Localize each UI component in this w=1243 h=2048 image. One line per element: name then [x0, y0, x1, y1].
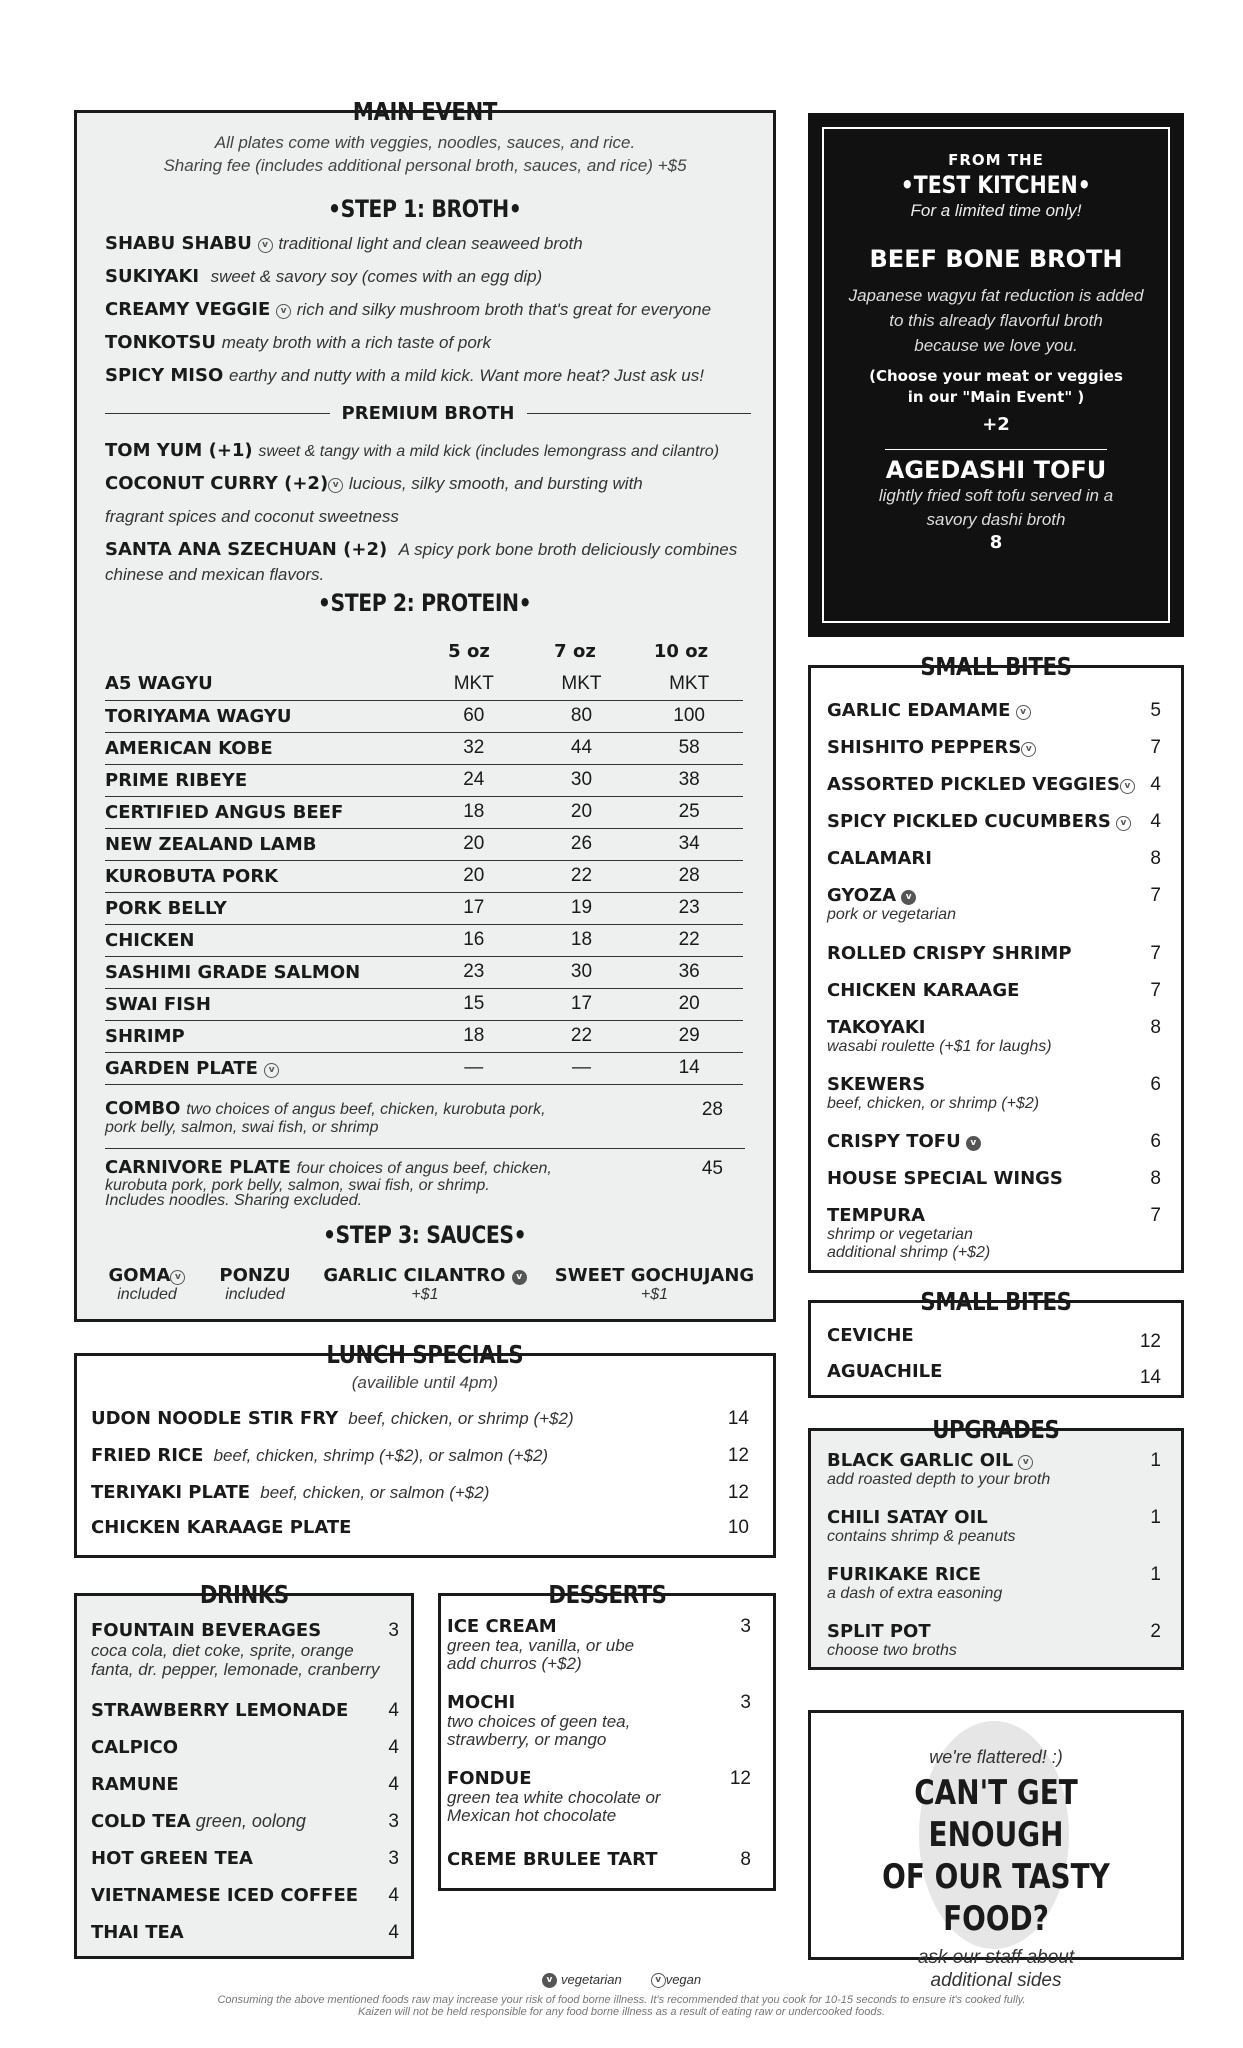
step1-heading: •STEP 1: BROTH•: [328, 195, 522, 223]
lunch-specials-section: LUNCH SPECIALS (availible until 4pm) UDON NOODLE STIR FRY beef, chicken, or shrimp (+$2) 14 FRIED RICE beef, chicken, shrimp (+$2), or salmon (+$2) 12 TERIYAKI PLATE beef, chicken, or salmon (+$2) 12 CHICKEN KARAAGE PLATE 10: [74, 1353, 776, 1558]
vegetarian-icon: v: [901, 890, 916, 905]
dietary-legend: [0, 1972, 1243, 1988]
main-event-section: [74, 96, 776, 1322]
promo-line5: additional sides: [930, 1970, 1062, 1991]
vegan-icon: v: [258, 238, 273, 253]
broth-desc: traditional light and clean seaweed broth: [278, 234, 583, 253]
broth-name: SUKIYAKI: [105, 266, 200, 287]
promo-headline: OF OUR TASTY FOOD?: [882, 1857, 1110, 1939]
disclaimer-line: Kaizen will not be held responsible for any food borne illness as a result of eating raw or undercooked foods.: [357, 2006, 886, 2018]
broth-desc: rich and silky mushroom broth that's great for everyone: [296, 300, 712, 319]
broth-name: SHABU SHABU: [105, 233, 252, 254]
vegan-icon: v: [328, 478, 343, 493]
size-7oz: 7 oz: [554, 641, 596, 662]
small-bites-section: SMALL BITES GARLIC EDAMAME v 5 SHISHITO PEPPERS v 7 ASSORTED PICKLED VEGGIES v 4 SPICY PICKLED CUCUMBERS v 4 CALAMARI 8 GYOZA v pork or vegetarian 7 ROLLED CRISPY SHRIMP 7 CHICKEN KARAAGE 7 TAKOYAKI wasabi roulette (+$1 for laughs) 8 SKEWERS beef, chicken, or shrimp (+$2) 6 CRISPY TOFU v 6 HOUSE SPECIAL WINGS 8 TEMPURA shrimp or vegetarian additional shrimp (+$2) 7: [808, 665, 1184, 1273]
premium-broth-name: COCONUT CURRY (+2): [105, 473, 329, 494]
drinks-section: DRINKS FOUNTAIN BEVERAGES coca cola, diet coke, sprite, orange fanta, dr. pepper, lemonade, cranberry 3 STRAWBERRY LEMONADE 4 CALPICO 4 RAMUNE 4 COLD TEA green, oolong 3 HOT GREEN TEA 3 VIETNAMESE ICED COFFEE 4 THAI TEA 4: [74, 1593, 414, 1959]
divider: [885, 449, 1107, 450]
carnivore-item: CARNIVORE PLATE four choices of angus beef, chicken, kurobuta pork, pork belly, salmon, swai fish, or shrimp. Includes noodles. Sharing excluded. 45: [105, 1157, 723, 1209]
broth-name: SPICY MISO: [105, 365, 224, 386]
premium-broth-name: TOM YUM (+1): [105, 440, 253, 461]
carnivore-price: 45: [701, 1158, 723, 1179]
broth-name: CREAMY VEGGIE: [105, 299, 271, 320]
premium-broth-name: SANTA ANA SZECHUAN (+2): [105, 539, 388, 560]
agedashi-tofu-desc: lightly fried soft tofu served in a: [878, 486, 1114, 505]
vegetarian-icon: v: [512, 1270, 527, 1285]
small-bites-2-section: SMALL BITES CEVICHE 12 AGUACHILE 14: [808, 1300, 1184, 1398]
upgrades-section: UPGRADES BLACK GARLIC OIL v add roasted depth to your broth 1 CHILI SATAY OIL contains shrimp & peanuts 1 FURIKAKE RICE a dash of extra easoning 1 SPLIT POT choose two broths 2: [808, 1428, 1184, 1670]
vegetarian-icon: v: [966, 1136, 981, 1151]
broth-desc: meaty broth with a rich taste of pork: [221, 333, 491, 352]
vegan-icon: v: [1018, 1455, 1033, 1470]
table-row: SWAI FISH 15 17 20: [105, 988, 743, 1020]
small-bites-2-title: SMALL BITES: [920, 1286, 1072, 1316]
sauce-garlic-cilantro: GARLIC CILANTRO v +$1: [320, 1265, 530, 1304]
table-row: PORK BELLY 17 19 23: [105, 892, 743, 924]
vegan-icon: v: [1116, 816, 1131, 831]
table-row: A5 WAGYU MKT MKT MKT: [105, 668, 743, 700]
vegetarian-label: vegetarian: [561, 1972, 622, 1987]
table-row: SHRIMP 18 22 29: [105, 1020, 743, 1052]
promo-box: [808, 1710, 1184, 1991]
disclaimer-line: Consuming the above mentioned foods raw may increase your risk of food borne illness. It's recommended that you cook for 10-15 seconds to ensure it's cooked fully.: [217, 1994, 1026, 2006]
agedashi-tofu-price: 8: [989, 532, 1003, 553]
vegan-icon: v: [1016, 705, 1031, 720]
upgrades-title: UPGRADES: [932, 1414, 1060, 1444]
step2-heading: •STEP 2: PROTEIN•: [318, 589, 532, 617]
premium-broth-desc: sweet & tangy with a mild kick (includes lemongrass and cilantro): [258, 443, 720, 460]
premium-broth-desc-cont: fragrant spices and coconut sweetness: [105, 507, 399, 526]
combo-price: 28: [701, 1099, 723, 1120]
vegan-icon: v: [1120, 779, 1135, 794]
small-bites-title: SMALL BITES: [920, 651, 1072, 681]
promo-headline: CAN'T GET ENOUGH: [914, 1773, 1078, 1855]
broth-desc: sweet & savory soy (comes with an egg dip): [210, 267, 543, 286]
vegan-icon: v: [1021, 742, 1036, 757]
table-row: GARDEN PLATE v — — 14: [105, 1052, 743, 1084]
from-the-label: FROM THE: [948, 151, 1044, 169]
beef-bone-broth-desc: to this already flavorful broth: [889, 311, 1103, 330]
test-kitchen-title: •TEST KITCHEN•: [900, 171, 1091, 199]
step3-heading: •STEP 3: SAUCES•: [323, 1221, 527, 1249]
main-event-note: All plates come with veggies, noodles, sauces, and rice.: [214, 133, 636, 152]
table-row: KUROBUTA PORK 20 22 28: [105, 860, 743, 892]
sauce-goma: GOMA v included: [107, 1265, 187, 1304]
beef-bone-broth-desc: Japanese wagyu fat reduction is added: [848, 286, 1144, 305]
vegetarian-icon: v: [542, 1973, 557, 1988]
broth-name: TONKOTSU: [105, 332, 216, 353]
table-row: AMERICAN KOBE 32 44 58: [105, 732, 743, 764]
beef-bone-broth-note: in our "Main Event" ): [907, 388, 1085, 406]
sauce-ponzu: PONZU included: [219, 1265, 291, 1303]
sauce-sweet-gochujang: SWEET GOCHUJANG +$1: [554, 1265, 755, 1303]
agedashi-tofu-title: AGEDASHI TOFU: [885, 456, 1107, 484]
vegan-label: vegan: [665, 1972, 702, 1987]
premium-broth-desc: lucious, silky smooth, and bursting with: [348, 474, 643, 493]
lunch-availability-note: (availible until 4pm): [351, 1373, 499, 1392]
premium-broth-desc: A spicy pork bone broth deliciously combines: [398, 540, 738, 559]
main-event-title: MAIN EVENT: [352, 96, 498, 126]
protein-table: [105, 668, 743, 1085]
table-row: CHICKEN 16 18 22: [105, 924, 743, 956]
lunch-specials-title: LUNCH SPECIALS: [326, 1339, 524, 1369]
broth-desc: earthy and nutty with a mild kick. Want more heat? Just ask us!: [228, 366, 704, 385]
test-kitchen-panel: [808, 113, 1184, 637]
vegan-icon: v: [651, 1973, 666, 1988]
size-10oz: 10 oz: [653, 641, 709, 662]
drinks-title: DRINKS: [199, 1579, 289, 1609]
table-row: NEW ZEALAND LAMB 20 26 34: [105, 828, 743, 860]
table-row: CERTIFIED ANGUS BEEF 18 20 25: [105, 796, 743, 828]
size-5oz: 5 oz: [448, 641, 490, 662]
vegan-icon: v: [276, 304, 291, 319]
vegan-icon: v: [170, 1270, 185, 1285]
beef-bone-broth-desc: because we love you.: [914, 336, 1078, 355]
limited-time-note: For a limited time only!: [910, 201, 1082, 220]
vegan-icon: v: [264, 1063, 279, 1078]
desserts-title: DESSERTS: [547, 1579, 667, 1609]
beef-bone-broth-price: +2: [982, 414, 1010, 435]
table-row: TORIYAMA WAGYU 60 80 100: [105, 700, 743, 732]
sharing-fee-note: Sharing fee (includes additional personal broth, sauces, and rice) +$5: [163, 156, 687, 175]
beef-bone-broth-note: (Choose your meat or veggies: [869, 367, 1123, 385]
table-row: SASHIMI GRADE SALMON 23 30 36: [105, 956, 743, 988]
agedashi-tofu-desc: savory dashi broth: [926, 510, 1066, 529]
promo-line4: ask our staff about: [917, 1947, 1075, 1968]
premium-broth-heading: PREMIUM BROTH: [341, 402, 515, 424]
premium-broth-desc-cont: chinese and mexican flavors.: [105, 565, 325, 584]
promo-line1: we're flattered! :): [929, 1747, 1063, 1767]
combo-item: COMBO two choices of angus beef, chicken, kurobuta pork, pork belly, salmon, swai fish, or shrimp 28: [105, 1099, 745, 1149]
table-row: PRIME RIBEYE 24 30 38: [105, 764, 743, 796]
beef-bone-broth-title: BEEF BONE BROTH: [869, 245, 1123, 273]
desserts-section: DESSERTS ICE CREAM green tea, vanilla, or ube add churros (+$2) 3 MOCHI two choices of geen tea, strawberry, or mango 3 FONDUE green tea white chocolate or Mexican hot chocolate 12 CREME BRULEE TART 8: [438, 1593, 776, 1891]
